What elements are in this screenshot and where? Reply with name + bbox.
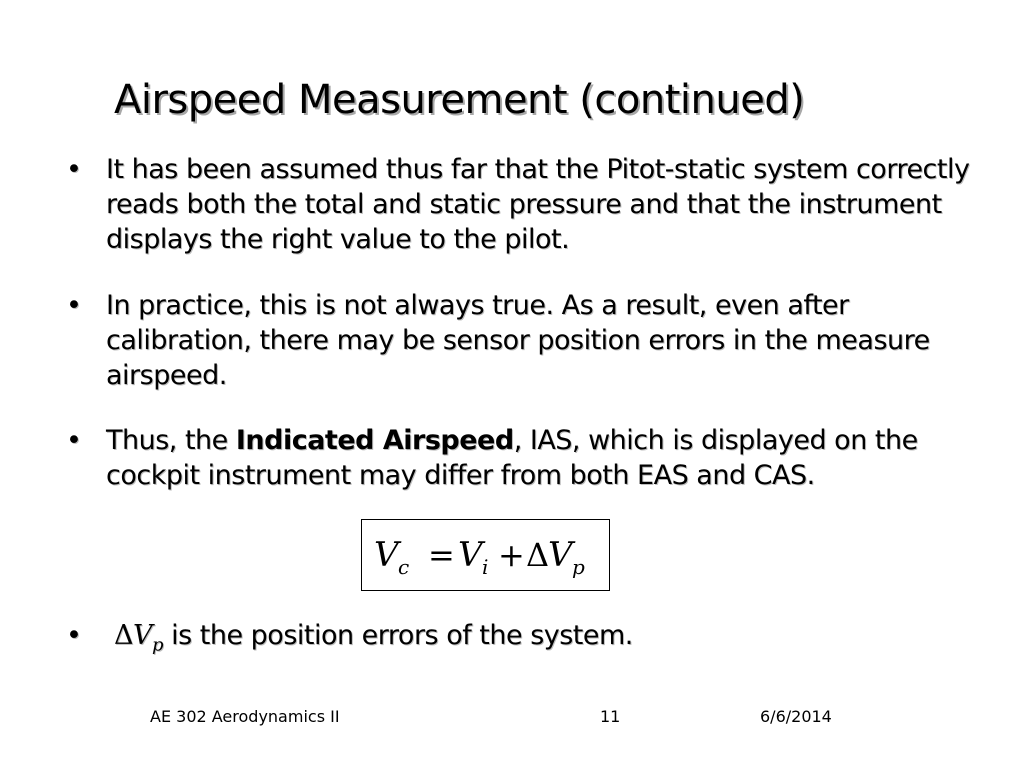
- formula-box: [361, 519, 610, 591]
- bullet-text-suffix: , IAS, which is displayed on the cockpit instrument may differ from both EAS and CAS.: [106, 425, 918, 491]
- slide-title: Airspeed Measurement (continued): [114, 77, 805, 123]
- v-symbol: V: [133, 620, 152, 651]
- formula-delta: Δ: [525, 536, 549, 574]
- footer-course: AE 302 Aerodynamics II: [150, 707, 340, 726]
- delta-vp-symbol: [114, 620, 164, 656]
- formula-rhs2-sub: p: [571, 555, 585, 579]
- airspeed-formula: [366, 522, 606, 588]
- bullet-marker: •: [66, 425, 82, 456]
- bullet-text: [114, 618, 1004, 662]
- bullet-marker: •: [66, 620, 82, 651]
- bullet-text: It has been assumed thus far that the Pitot-static system correctly reads both the total and static pressure and that the instrument displays the right value to the pilot.: [106, 154, 970, 255]
- formula-rhs1-sub: i: [481, 555, 488, 579]
- formula-rhs1-var: V: [457, 535, 483, 575]
- footer-page-number: 11: [600, 707, 621, 726]
- indicated-airspeed-term: Indicated Airspeed: [235, 425, 514, 456]
- formula-lhs-var: V: [373, 535, 399, 575]
- bullet-marker: •: [66, 290, 82, 321]
- formula-lhs-sub: c: [397, 555, 409, 579]
- bullet-text-prefix: Thus, the: [106, 425, 236, 456]
- bullet-text-suffix: is the position errors of the system.: [163, 620, 633, 651]
- bullet-text: [106, 423, 966, 493]
- bullet-text: In practice, this is not always true. As a result, even after calibration, there may be sensor position errors in the measure airspeed.: [106, 290, 930, 391]
- delta-symbol: Δ: [114, 620, 133, 651]
- footer-date: 6/6/2014: [760, 707, 832, 726]
- formula-rhs2-var: V: [547, 535, 573, 575]
- p-subscript: p: [152, 634, 164, 656]
- bullet-marker: •: [66, 154, 82, 185]
- formula-plus: +: [497, 536, 525, 574]
- formula-equals: =: [427, 536, 455, 574]
